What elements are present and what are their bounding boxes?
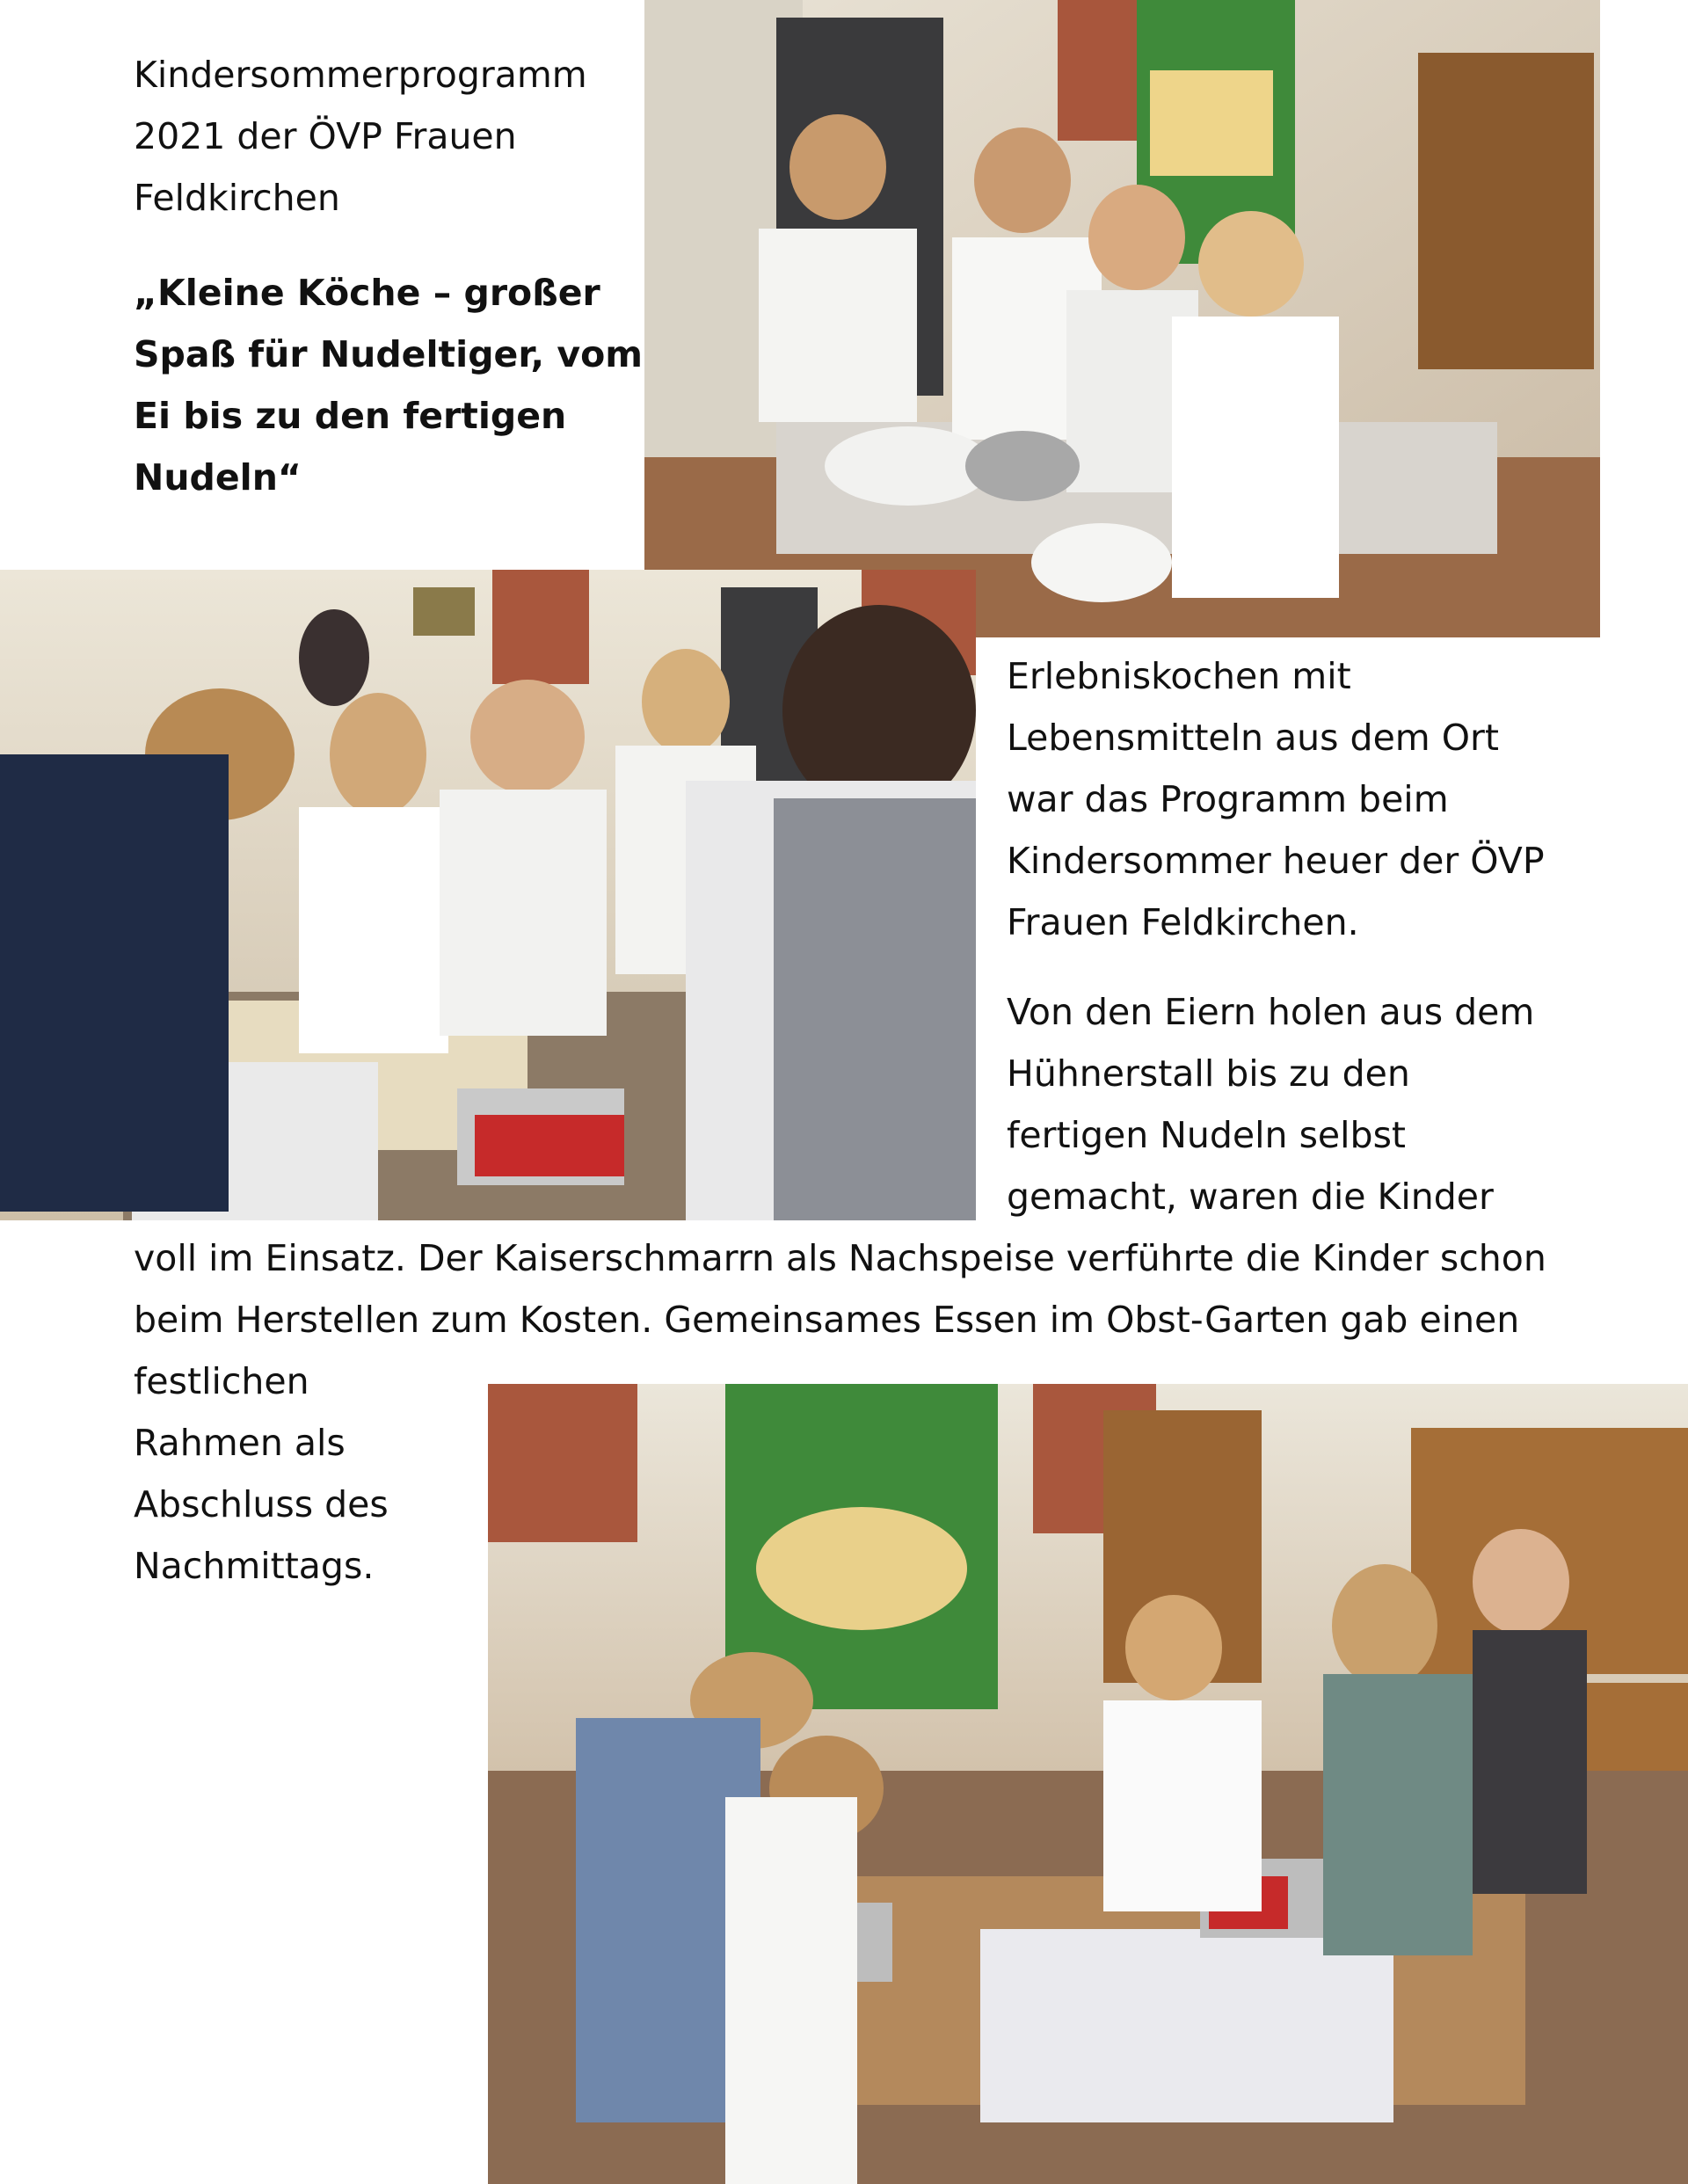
body-line-4: gemacht, waren die Kinder (1007, 1176, 1494, 1218)
document-title-line-1: Kindersommerprogramm (134, 54, 587, 96)
intro-line-2: Lebensmitteln aus dem Ort (1007, 717, 1499, 759)
document-title-line-3: Feldkirchen (134, 177, 340, 219)
closing-line-1: Rahmen als (134, 1422, 346, 1464)
intro-line-5: Frauen Feldkirchen. (1007, 901, 1359, 943)
photo-children-cutting-noodles (488, 1384, 1688, 2184)
body-line-7: festlichen (134, 1360, 309, 1402)
headline-line-4: Nudeln“ (134, 456, 302, 499)
intro-line-4: Kindersommer heuer der ÖVP (1007, 840, 1545, 882)
closing-line-2: Abschluss des (134, 1483, 389, 1525)
headline-line-1: „Kleine Köche – großer (134, 272, 600, 314)
body-line-3: fertigen Nudeln selbst (1007, 1114, 1407, 1156)
photo-children-mixing-dough (644, 0, 1600, 637)
headline-line-2: Spaß für Nudeltiger, vom (134, 333, 644, 375)
photo-children-pasta-machine (0, 570, 976, 1220)
body-line-2: Hühnerstall bis zu den (1007, 1052, 1410, 1095)
closing-line-3: Nachmittags. (134, 1545, 375, 1587)
intro-line-1: Erlebniskochen mit (1007, 655, 1351, 697)
body-line-1: Von den Eiern holen aus dem (1007, 991, 1535, 1033)
intro-line-3: war das Programm beim (1007, 778, 1449, 820)
headline-line-3: Ei bis zu den fertigen (134, 395, 567, 437)
document-title-line-2: 2021 der ÖVP Frauen (134, 115, 517, 157)
body-line-6: beim Herstellen zum Kosten. Gemeinsames Essen im Obst-Garten gab einen (134, 1299, 1520, 1341)
body-line-5: voll im Einsatz. Der Kaiserschmarrn als Nachspeise verführte die Kinder schon (134, 1237, 1546, 1279)
